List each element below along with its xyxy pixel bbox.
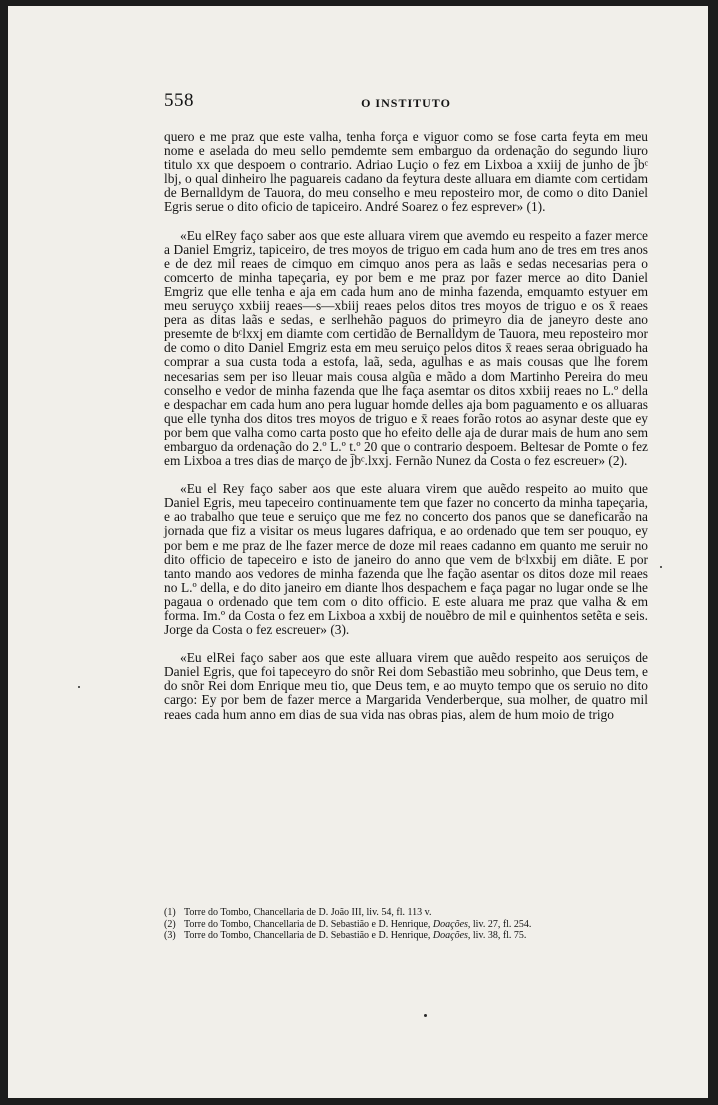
footnote-number: (1) bbox=[164, 907, 176, 918]
paragraph-alvara-1: «Eu elRey faço saber aos que este alluara virem que avemdo eu respeito a fazer merce a Daniel Emgriz, tapiceiro, de tres moyos de triguo em cada hum ano de tres em tres anos e de dez mil reaes de cimquo em cimquo anos pera as laãs e sedas necesarias pera o comcerto de minha tapeçaria, ey por bem e me praz por fazer merce ao dito Daniel Emgriz que elle tenha e aja em cada hum ano de minha fazenda, emquamto estyuer em meu seruyço xxbiij reaes—s—xbiij reaes pelos ditos tres moyos de triguo e os x̄ reaes pera as ditas laãs e sedas, e serlhehão paguos do primeyro dia de janeyro deste ano presemte de bᶜlxxj em diamte com certidão de Bernalldym de Tauora, meu reposteiro mor de como o dito Daniel Emgriz esta em meu seruiço pelos ditos x̄ reaes seraa obriguado ha comprar a sua custa toda a estofa, laã, seda, agulhas e as mais cousas que lhe forem necesarias sem per iso lleuar mais cousa algũa e mãdo a dom Martinho Pereira do meu conselho e vedor de minha fazenda que lhe faça asemtar os ditos xxbiij reaes no L.º della e despachar em cada hum ano pera luguar homde delles aja bom paguamento e os alluaras que elle tynha dos ditos tres moyos de triguo e x̄ reaes forão rotos ao asynar deste que ey por bem que valha como carta posto que ho efeito delle aja de durar mais de hum ano sem embarguo da ordenação do 2.º L.º t.º 20 que o contrario despoem. Beltesar de Pomte o fez em Lixboa a tres dias de março de j̄bᶜ.lxxj. Fernão Nunez da Costa o fez escreuer» (2). bbox=[164, 227, 648, 469]
ink-speck bbox=[78, 686, 80, 688]
document-page bbox=[8, 6, 708, 1098]
footnote-text-series: Doações bbox=[432, 918, 468, 930]
paragraph-alvara-2: «Eu el Rey faço saber aos que este aluara virem que auẽdo respeito ao muito que Daniel Egris, meu tapeceiro continuamente tem que fazer no concerto da minha tapeçaria, e ao trabalho que teue e seruiço que me fez no concerto dos panos que se daneficarão na jornada que fiz a visitar os meus lugares dafriqua, e ao ordenado que tem ser pouquo, ey por bem e me praz de lhe fazer merce de doze mil reaes cadanno em quanto me seruir no dito officio de tapeceiro e isto de janeiro do anno que vem de bᶜlxxbij em diãte. E por tanto mando aos vedores de minha fazenda que lhe fação asentar os ditos doze mil reaes no L.º della, e do dito janeiro em diante lhos despachem e faça pagar no lugar onde se lhe pagaua o ordenado que tem com o dito officio. E este aluara me praz que valha & em forma. Im.º da Costa o fez em Lixboa a xxbij de nouẽbro de mil e quinhentos setẽta e seis. Jorge da Costa o fez escreuer» (3). bbox=[164, 481, 648, 638]
footnote-number: (2) bbox=[164, 918, 176, 930]
footnote-text-series: Doações bbox=[432, 930, 468, 941]
body-text bbox=[164, 130, 648, 722]
footnote-text-location: , liv. 27, fl. 254. bbox=[467, 918, 532, 930]
footnote-text-source: Torre do Tombo, Chancellaria de D. Sebastião e D. Henrique, bbox=[184, 918, 433, 930]
footnote-text: Torre do Tombo, Chancellaria de D. João III, liv. 54, fl. 113 v. bbox=[184, 907, 432, 918]
footnote-number: (3) bbox=[164, 930, 176, 941]
footnote-1 bbox=[164, 907, 648, 919]
footnote-3 bbox=[164, 930, 648, 942]
footnote-text-source: Torre do Tombo, Chancellaria de D. Sebastião e D. Henrique, bbox=[184, 930, 433, 941]
ink-speck bbox=[660, 566, 662, 568]
footnote-text-location: , liv. 38, fl. 75. bbox=[467, 930, 527, 941]
ink-speck bbox=[424, 1014, 427, 1017]
paragraph-alvara-3: «Eu elRei faço saber aos que este alluara virem que auẽdo respeito aos seruiços de Daniel Egris, que foi tapeceyro do snõr Rei dom Sebastião meu sobrinho, que Deus tem, e do snõr Rei dom Enrique meu tio, que Deus tem, e ao muyto tempo que os seruio no dito cargo: Ey por bem de fazer merce a Margarida Venderberque, sua molher, de quatro mil reaes cada hum anno em dias de sua vida nas obras pias, alem de hum moio de trigo bbox=[164, 650, 648, 722]
journal-title: O INSTITUTO bbox=[361, 96, 451, 110]
page-number: 558 bbox=[164, 90, 194, 111]
running-head bbox=[164, 90, 648, 116]
footnotes bbox=[164, 907, 648, 942]
paragraph-continuation: quero e me praz que este valha, tenha força e viguor como se fose carta feyta em meu nome e aselada do meu sello pemdemte sem embarguo da ordenação do segundo liuro titulo xx que despoem o contrario. Adriao Luçio o fez em Lixboa a xxiij de junho de j̄bᶜ lbj, o qual dinheiro lhe paguareis cadano da feytura deste alluara em diamte com certidam de Bernalldym de Tauora, do meu conselho e meu reposteiro mor, de como o dito Daniel Egris serue o dito oficio de tapiceiro. André Soarez o fez esprever» (1). bbox=[164, 129, 648, 215]
footnote-2 bbox=[164, 919, 648, 931]
